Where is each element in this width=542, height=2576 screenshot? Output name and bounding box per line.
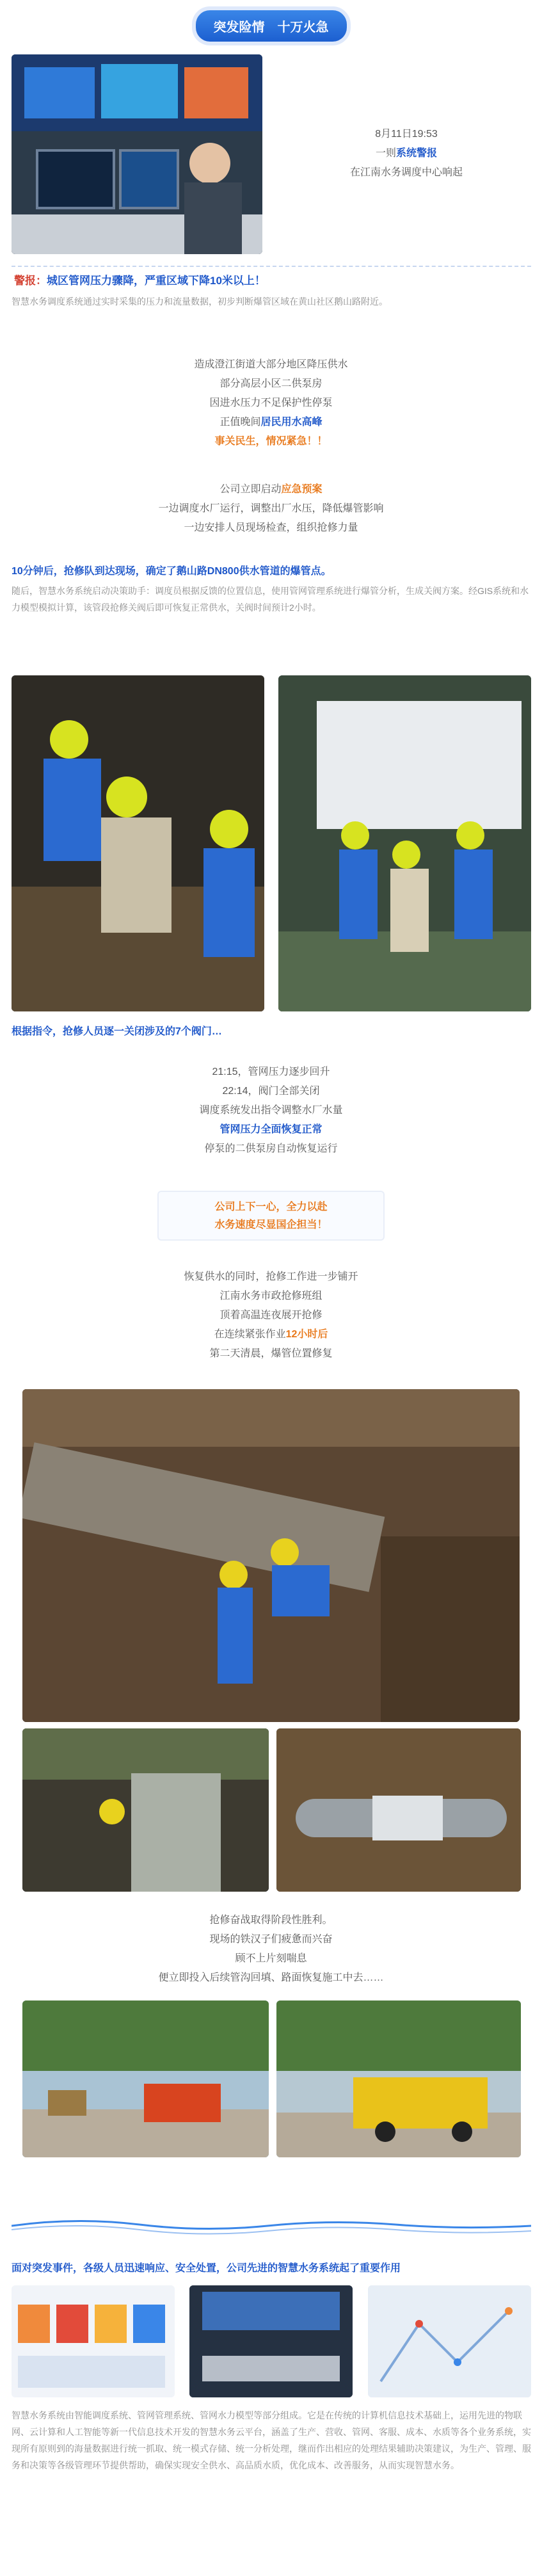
peak-highlight: 居民用水高峰 <box>260 417 323 428</box>
alert-text: 智慧水务调度系统通过实时采集的压力和流量数据，初步判断爆管区域在黄山社区鹅山路附近。 <box>12 296 388 307</box>
timeline-line: 调度系统发出指令调整水厂水量 <box>199 1105 343 1116</box>
repair-line: 顶着高温连夜展开抢修 <box>219 1310 323 1321</box>
locate-text: 随后，智慧水务系统启动决策助手：调度员根据反馈的位置信息，使用管网管理系统进行爆管分析，生成关阀方案。经GIS系统和水力模型模拟计算，该管段抢修关阀后即可恢复正常供水，关阀时间预计2小时。 <box>12 586 529 613</box>
duration-prefix: 在连续紧张作业 <box>214 1329 286 1340</box>
impact-peak <box>0 413 542 432</box>
wave-divider <box>12 2212 531 2237</box>
finish-line: 顾不上片刻喘息 <box>235 1953 307 1964</box>
summary-title: 面对突发事件，各级人员迅速响应、安全处置，公司先进的智慧水务系统起了重要作用 <box>12 2263 401 2274</box>
trench-illustration <box>22 1728 269 1892</box>
map-illustration <box>368 2285 531 2397</box>
timeline-line: 21:15，管网压力逐步回升 <box>212 1067 330 1077</box>
alert-heading <box>14 272 532 290</box>
response-prefix: 公司立即启动 <box>219 484 282 495</box>
excavator-illustration <box>22 2000 269 2157</box>
repair-done: 第二天清晨，爆管位置修复 <box>209 1348 333 1359</box>
wave-illustration <box>12 2212 531 2237</box>
finish-block <box>0 1911 542 1988</box>
impact-line: 因进水压力不足保护性停泵 <box>209 398 333 408</box>
alert-divider <box>12 266 531 267</box>
intro-block <box>301 125 512 182</box>
timeline-pumps: 停泵的二供泵房自动恢复运行 <box>204 1143 338 1154</box>
workers-illustration <box>12 675 264 1011</box>
timeline-block <box>0 1063 542 1159</box>
intro-sound-line: 在江南水务调度中心响起 <box>349 167 463 178</box>
repair-duration <box>0 1325 542 1344</box>
banner <box>0 0 542 51</box>
alarm-prefix: 一则 <box>375 148 396 159</box>
repair-block <box>0 1268 542 1364</box>
truck-photo <box>276 2000 521 2157</box>
control-room-illustration <box>12 54 262 254</box>
alert-prefix: 警报： <box>14 275 47 287</box>
pipe-pit-illustration <box>22 1389 520 1722</box>
control-room-photo <box>12 54 262 254</box>
finish-line: 抢修奋战取得阶段性胜利。 <box>209 1915 333 1926</box>
banner-label: 突发险情 十万火急 <box>196 10 347 42</box>
intro-time: 8月11日19:53 <box>375 129 438 140</box>
repaired-pipe-illustration <box>276 1728 521 1892</box>
repair-line: 江南水务市政抢修班组 <box>219 1291 323 1301</box>
peak-prefix: 正值晚间 <box>219 417 261 428</box>
repair-photo-left <box>12 675 264 1011</box>
pipe-pit-photo <box>22 1389 520 1722</box>
timeline-recovered: 管网压力全面恢复正常 <box>219 1124 323 1135</box>
locate-title: 10分钟后，抢修队到达现场，确定了鹅山路DN800供水管道的爆管点。 <box>12 566 331 577</box>
truck-illustration <box>276 2000 521 2157</box>
dashboard-illustration <box>12 2285 175 2397</box>
timeline-line: 22:14，阀门全部关闭 <box>222 1086 320 1097</box>
impact-line: 造成澄江街道大部分地区降压供水 <box>194 359 348 370</box>
repair-line: 恢复供水的同时，抢修工作进一步铺开 <box>184 1271 358 1282</box>
finish-line: 现场的铁汉子们疲惫而兴奋 <box>209 1934 333 1945</box>
response-highlight: 应急预案 <box>281 484 323 495</box>
impact-urgent: 事关民生，情况紧急！！ <box>214 436 328 447</box>
callout-box <box>157 1191 385 1241</box>
excavator-photo <box>22 2000 269 2157</box>
impact-line: 部分高层小区二供泵房 <box>219 378 323 389</box>
callout-line1: 公司上下一心，全力以赴 <box>214 1202 328 1212</box>
callout-line2: 水务速度尽显国企担当！ <box>214 1220 328 1230</box>
valve-workers-illustration <box>278 675 531 1011</box>
finish-line: 便立即投入后续管沟回填、路面恢复施工中去…… <box>158 1972 384 1983</box>
duration-highlight: 12小时后 <box>285 1329 328 1340</box>
control-room-thumb-illustration <box>189 2285 353 2397</box>
map-thumb <box>368 2285 531 2397</box>
response-block <box>0 480 542 538</box>
impact-block <box>0 355 542 451</box>
response-line1 <box>0 480 542 499</box>
control-room-thumb <box>189 2285 353 2397</box>
dashboard-thumb <box>12 2285 175 2397</box>
close-valves-title: 根据指令，抢修人员逐一关闭涉及的7个阀门… <box>12 1026 222 1037</box>
response-line: 一边调度水厂运行，调整出厂水压，降低爆管影响 <box>158 503 384 514</box>
repaired-pipe-photo <box>276 1728 521 1892</box>
summary-text: 智慧水务系统由智能调度系统、管网管理系统、管网水力模型等部分组成。它是在传统的计算机信息技术基础上，运用先进的物联网、云计算和人工智能等新一代信息技术开发的智慧水务云平台，涵盖了生产、营收、管网、客服、成本、水质等各个业务系统，实现所有原则到的海量数据进行统一抓取、统一模式存储、统一分析处理，继而作出相应的处理结果辅助决策建议，为生产、管理、服务和决策等各级管理环节提供帮助，确保实现安全供水、高品质水质，优化成本、改善服务，从而实现智慧水务。 <box>12 2410 531 2470</box>
trench-photo <box>22 1728 269 1892</box>
repair-photo-right <box>278 675 531 1011</box>
response-line: 一边安排人员现场检查，组织抢修力量 <box>184 522 358 533</box>
intro-alarm-line <box>301 144 512 163</box>
alarm-highlight: 系统警报 <box>396 148 438 159</box>
alert-title: 城区管网压力骤降，严重区域下降10米以上！ <box>47 275 266 287</box>
